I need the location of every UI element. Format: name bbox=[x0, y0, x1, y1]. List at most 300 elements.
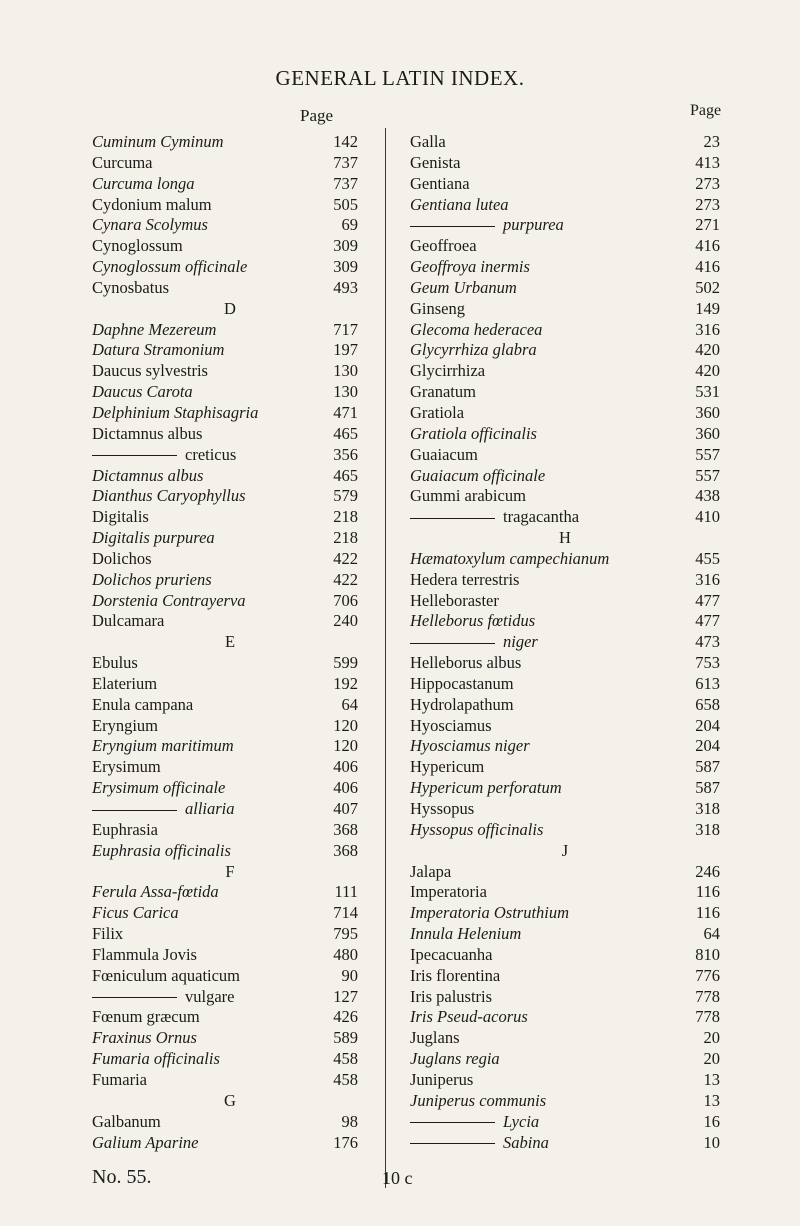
entry-name-text: Cynara Scolymus bbox=[92, 215, 208, 235]
entry-page: 149 bbox=[695, 298, 720, 318]
entry-name bbox=[92, 966, 240, 987]
entry-name-text: Geoffroya inermis bbox=[410, 257, 530, 277]
entry-name bbox=[92, 1049, 220, 1070]
entry-name-text: Granatum bbox=[410, 382, 476, 402]
entry-page: 368 bbox=[333, 819, 358, 839]
entry-page: 471 bbox=[333, 402, 358, 422]
index-entry bbox=[92, 1070, 368, 1091]
index-entry bbox=[92, 716, 368, 737]
entry-name bbox=[410, 903, 569, 924]
entry-name-text: vulgare bbox=[185, 986, 235, 1006]
entry-name bbox=[92, 153, 152, 174]
entry-name bbox=[410, 1133, 549, 1154]
entry-page: 465 bbox=[333, 423, 358, 443]
entry-name bbox=[410, 195, 509, 216]
left-entry-list bbox=[92, 132, 368, 1153]
index-entry bbox=[410, 674, 720, 695]
entry-name-text: Juglans regia bbox=[410, 1049, 500, 1069]
entry-name bbox=[410, 570, 519, 591]
entry-name-text: Gentiana lutea bbox=[410, 194, 509, 214]
entry-page: 477 bbox=[695, 590, 720, 610]
left-column bbox=[92, 102, 368, 1153]
entry-page: 130 bbox=[333, 361, 358, 381]
entry-name bbox=[92, 695, 193, 716]
entry-page: 557 bbox=[695, 465, 720, 485]
entry-name-text: Imperatoria bbox=[410, 882, 487, 902]
entry-name bbox=[92, 716, 158, 737]
entry-name bbox=[92, 611, 164, 632]
entry-page: 271 bbox=[695, 215, 720, 235]
entry-page: 420 bbox=[695, 340, 720, 360]
index-entry bbox=[92, 778, 368, 799]
entry-page: 218 bbox=[333, 507, 358, 527]
entry-page: 557 bbox=[695, 444, 720, 464]
entry-page: 204 bbox=[695, 715, 720, 735]
section-letter: F bbox=[225, 861, 235, 881]
entry-page: 737 bbox=[333, 173, 358, 193]
ditto-rule bbox=[410, 643, 495, 644]
entry-page: 120 bbox=[333, 736, 358, 756]
section-letter: G bbox=[224, 1090, 236, 1110]
entry-name-text: Sabina bbox=[503, 1132, 549, 1152]
entry-name-text: Dianthus Caryophyllus bbox=[92, 486, 246, 506]
entry-name bbox=[410, 361, 485, 382]
entry-name-text: Digitalis bbox=[92, 507, 149, 527]
entry-name-text: Juniperus bbox=[410, 1069, 474, 1089]
entry-name-text: Hyssopus bbox=[410, 799, 475, 818]
entry-name-text: Iris Pseud-acorus bbox=[410, 1007, 528, 1027]
entry-page: 406 bbox=[333, 778, 358, 798]
entry-name bbox=[92, 987, 234, 1008]
entry-name bbox=[92, 945, 197, 966]
index-entry bbox=[92, 257, 368, 278]
entry-name-text: Hippocastanum bbox=[410, 673, 514, 693]
entry-name-text: Fumaria bbox=[92, 1069, 147, 1089]
entry-name-text: Lycia bbox=[503, 1111, 540, 1131]
index-entry bbox=[410, 466, 720, 487]
entry-page: 407 bbox=[333, 799, 358, 818]
entry-name bbox=[92, 841, 231, 862]
entry-name bbox=[410, 1112, 539, 1133]
entry-name bbox=[92, 361, 208, 382]
entry-page: 318 bbox=[695, 799, 720, 818]
entry-page: 111 bbox=[334, 882, 358, 902]
entry-name-text: Elaterium bbox=[92, 673, 158, 693]
entry-name-text: Eryngium maritimum bbox=[92, 736, 234, 756]
entry-name bbox=[410, 924, 521, 945]
entry-page: 493 bbox=[333, 277, 358, 297]
entry-page: 776 bbox=[695, 965, 720, 985]
index-entry bbox=[410, 174, 720, 195]
entry-name-text: Dolichos bbox=[92, 548, 152, 568]
index-entry bbox=[92, 195, 368, 216]
index-entry bbox=[410, 236, 720, 257]
entry-page: 410 bbox=[695, 507, 720, 527]
entry-page: 416 bbox=[695, 236, 720, 256]
entry-name bbox=[92, 1007, 200, 1028]
entry-page: 116 bbox=[695, 903, 720, 923]
index-entry bbox=[92, 903, 368, 924]
index-entry bbox=[92, 278, 368, 299]
index-entry bbox=[92, 841, 368, 862]
index-entry bbox=[410, 882, 720, 903]
entry-name bbox=[92, 757, 161, 778]
entry-page: 714 bbox=[333, 903, 358, 923]
entry-name-text: Guaiacum officinale bbox=[410, 465, 546, 485]
entry-name-text: Fumaria officinalis bbox=[92, 1049, 220, 1069]
entry-name-text: Gummi arabicum bbox=[410, 486, 526, 506]
ditto-rule bbox=[410, 226, 495, 227]
entry-name bbox=[410, 299, 465, 320]
index-entry bbox=[410, 820, 720, 841]
entry-name-text: Fraxinus Ornus bbox=[92, 1028, 197, 1048]
entry-page: 120 bbox=[333, 715, 358, 735]
entry-name-text: Juniperus communis bbox=[410, 1090, 547, 1110]
entry-name bbox=[92, 591, 246, 612]
entry-name-text: Geoffroea bbox=[410, 236, 477, 256]
entry-name bbox=[92, 1133, 199, 1154]
entry-page: 218 bbox=[333, 528, 358, 548]
entry-name bbox=[410, 945, 492, 966]
entry-page: 20 bbox=[703, 1049, 720, 1069]
entry-name-text: Euphrasia bbox=[92, 819, 158, 839]
section-letter: D bbox=[224, 298, 236, 318]
entry-name bbox=[92, 466, 203, 487]
index-entry bbox=[410, 507, 720, 528]
entry-page: 480 bbox=[333, 944, 358, 964]
index-entry bbox=[92, 1133, 368, 1154]
entry-page: 23 bbox=[703, 132, 720, 151]
entry-page: 589 bbox=[333, 1028, 358, 1048]
entry-name bbox=[92, 799, 235, 820]
entry-name-text: Cynoglossum bbox=[92, 236, 183, 256]
entry-page: 502 bbox=[695, 277, 720, 297]
entry-name bbox=[92, 882, 219, 903]
entry-name bbox=[92, 340, 224, 361]
entry-page: 360 bbox=[695, 423, 720, 443]
entry-page: 127 bbox=[333, 986, 358, 1006]
entry-name-text: Guaiacum bbox=[410, 444, 478, 464]
index-entry bbox=[410, 1112, 720, 1133]
entry-name bbox=[92, 674, 157, 695]
entry-name-text: Filix bbox=[92, 924, 124, 944]
entry-name bbox=[410, 174, 470, 195]
index-entry bbox=[410, 549, 720, 570]
entry-name bbox=[410, 278, 517, 299]
entry-name bbox=[410, 695, 514, 716]
entry-page: 473 bbox=[695, 632, 720, 652]
entry-name-text: Datura Stramonium bbox=[92, 340, 225, 360]
entry-name bbox=[92, 174, 195, 195]
index-entry bbox=[92, 757, 368, 778]
entry-name bbox=[410, 716, 492, 737]
entry-page: 142 bbox=[333, 132, 358, 151]
index-entry bbox=[410, 778, 720, 799]
entry-name-text: Delphinium Staphisagria bbox=[92, 402, 259, 422]
index-entry bbox=[92, 611, 368, 632]
index-entry bbox=[410, 445, 720, 466]
entry-name-text: alliaria bbox=[185, 799, 235, 818]
index-entry bbox=[410, 403, 720, 424]
entry-name bbox=[92, 320, 216, 341]
entry-name-text: Hypericum bbox=[410, 757, 485, 777]
entry-name-text: Dorstenia Contrayerva bbox=[92, 590, 246, 610]
entry-page: 273 bbox=[695, 194, 720, 214]
entry-page: 810 bbox=[695, 944, 720, 964]
index-entry bbox=[410, 945, 720, 966]
entry-name-text: Galla bbox=[410, 132, 446, 151]
entry-page: 98 bbox=[341, 1111, 358, 1131]
entry-page: 599 bbox=[333, 653, 358, 673]
entry-name bbox=[92, 236, 183, 257]
entry-name bbox=[410, 507, 579, 528]
entry-name bbox=[92, 403, 258, 424]
entry-name bbox=[410, 1028, 460, 1049]
entry-name-text: Ferula Assa-fœtida bbox=[92, 882, 219, 902]
index-entry bbox=[92, 1007, 368, 1028]
index-entry bbox=[410, 278, 720, 299]
entry-name bbox=[410, 486, 526, 507]
entry-name-text: Glycirrhiza bbox=[410, 361, 486, 381]
entry-name bbox=[410, 611, 535, 632]
entry-page: 64 bbox=[703, 924, 720, 944]
entry-page: 795 bbox=[333, 924, 358, 944]
index-entry bbox=[410, 1049, 720, 1070]
index-entry bbox=[92, 736, 368, 757]
entry-name-text: Flammula Jovis bbox=[92, 944, 197, 964]
entry-page: 316 bbox=[695, 319, 720, 339]
index-entry bbox=[92, 215, 368, 236]
entry-name-text: Hypericum perforatum bbox=[410, 778, 562, 798]
entry-name-text: Cuminum Cyminum bbox=[92, 132, 224, 151]
ditto-rule bbox=[92, 455, 177, 456]
entry-page: 458 bbox=[333, 1069, 358, 1089]
index-entry bbox=[92, 1028, 368, 1049]
entry-page: 587 bbox=[695, 757, 720, 777]
index-entry bbox=[92, 361, 368, 382]
ditto-rule bbox=[92, 810, 177, 811]
entry-page: 422 bbox=[333, 569, 358, 589]
index-entry bbox=[92, 924, 368, 945]
entry-name bbox=[410, 424, 537, 445]
index-entry bbox=[92, 340, 368, 361]
entry-name-text: Glycyrrhiza glabra bbox=[410, 340, 537, 360]
entry-name-text: Dulcamara bbox=[92, 611, 165, 631]
index-entry bbox=[92, 153, 368, 174]
index-entry bbox=[410, 653, 720, 674]
entry-name bbox=[410, 1049, 500, 1070]
entry-page: 717 bbox=[333, 319, 358, 339]
entry-name bbox=[410, 757, 484, 778]
entry-page: 416 bbox=[695, 257, 720, 277]
index-entry bbox=[92, 882, 368, 903]
index-entry bbox=[410, 340, 720, 361]
entry-page: 69 bbox=[341, 215, 358, 235]
entry-name bbox=[92, 653, 138, 674]
entry-name-text: Daphne Mezereum bbox=[92, 319, 217, 339]
entry-name-text: Cynosbatus bbox=[92, 277, 170, 297]
entry-name bbox=[410, 1007, 528, 1028]
index-entry bbox=[410, 591, 720, 612]
entry-page: 587 bbox=[695, 778, 720, 798]
entry-name bbox=[410, 320, 542, 341]
entry-page: 356 bbox=[333, 444, 358, 464]
entry-name bbox=[410, 1070, 473, 1091]
entry-name-text: Gratiola officinalis bbox=[410, 423, 537, 443]
entry-name bbox=[92, 445, 236, 466]
index-entry bbox=[410, 736, 720, 757]
entry-name-text: Curcuma bbox=[92, 152, 153, 172]
entry-page: 176 bbox=[333, 1132, 358, 1152]
entry-name-text: purpurea bbox=[503, 215, 564, 235]
index-entry bbox=[410, 361, 720, 382]
entry-name bbox=[92, 486, 246, 507]
index-entry bbox=[410, 862, 720, 883]
entry-name-text: Enula campana bbox=[92, 694, 194, 714]
entry-name bbox=[410, 236, 477, 257]
entry-name bbox=[410, 215, 564, 236]
entry-name bbox=[92, 424, 202, 445]
entry-name bbox=[410, 632, 538, 653]
entry-page: 192 bbox=[333, 673, 358, 693]
entry-name bbox=[92, 257, 247, 278]
entry-name-text: Dolichos pruriens bbox=[92, 569, 212, 589]
page-title: GENERAL LATIN INDEX. bbox=[275, 66, 525, 90]
entry-page: 130 bbox=[333, 382, 358, 402]
entry-name bbox=[92, 1070, 147, 1091]
left-page-label: Page bbox=[300, 106, 334, 125]
entry-name-text: Juglans bbox=[410, 1028, 460, 1048]
entry-name-text: Hydrolapathum bbox=[410, 694, 514, 714]
entry-name bbox=[92, 549, 152, 570]
entry-page: 64 bbox=[341, 694, 358, 714]
section-letter: H bbox=[559, 528, 571, 548]
entry-name-text: Ebulus bbox=[92, 653, 138, 673]
entry-page: 706 bbox=[333, 590, 358, 610]
ditto-rule bbox=[410, 1122, 495, 1123]
entry-name-text: Daucus sylvestris bbox=[92, 361, 208, 381]
right-page-header bbox=[410, 102, 720, 132]
entry-page: 465 bbox=[333, 465, 358, 485]
index-entry bbox=[92, 132, 368, 153]
index-entry bbox=[92, 987, 368, 1008]
index-entry bbox=[410, 611, 720, 632]
index-entry bbox=[410, 215, 720, 236]
entry-name bbox=[410, 736, 530, 757]
entry-name-text: Helleborus fœtidus bbox=[410, 611, 536, 631]
entry-page: 20 bbox=[703, 1028, 720, 1048]
right-page-label: Page bbox=[690, 102, 722, 119]
entry-page: 579 bbox=[333, 486, 358, 506]
entry-page: 316 bbox=[695, 569, 720, 589]
entry-name bbox=[92, 924, 123, 945]
index-entry bbox=[92, 549, 368, 570]
index-entry bbox=[410, 195, 720, 216]
entry-name bbox=[92, 903, 179, 924]
index-entry bbox=[410, 1007, 720, 1028]
entry-name-text: Iris palustris bbox=[410, 986, 493, 1006]
index-entry bbox=[92, 591, 368, 612]
index-entry bbox=[92, 445, 368, 466]
entry-name-text: Glecoma hederacea bbox=[410, 319, 543, 339]
entry-name bbox=[92, 195, 212, 216]
entry-page: 778 bbox=[695, 986, 720, 1006]
entry-name bbox=[410, 820, 543, 841]
entry-name-text: Hyssopus officinalis bbox=[410, 819, 544, 839]
index-entry bbox=[92, 695, 368, 716]
entry-name bbox=[410, 257, 530, 278]
entry-page: 422 bbox=[333, 548, 358, 568]
entry-name bbox=[92, 528, 215, 549]
entry-page: 246 bbox=[695, 861, 720, 881]
entry-name bbox=[410, 403, 464, 424]
index-entry bbox=[92, 424, 368, 445]
entry-name-text: creticus bbox=[185, 444, 237, 464]
entry-name bbox=[410, 153, 460, 174]
index-entry bbox=[92, 466, 368, 487]
entry-name-text: Ginseng bbox=[410, 298, 465, 318]
entry-page: 420 bbox=[695, 361, 720, 381]
index-entry bbox=[92, 653, 368, 674]
entry-page: 658 bbox=[695, 694, 720, 714]
entry-name bbox=[410, 862, 451, 883]
entry-page: 505 bbox=[333, 194, 358, 214]
entry-page: 13 bbox=[703, 1069, 720, 1089]
entry-name bbox=[410, 987, 492, 1008]
entry-name bbox=[410, 799, 474, 820]
index-entry bbox=[410, 632, 720, 653]
index-entry bbox=[92, 507, 368, 528]
entry-name-text: Fœniculum aquaticum bbox=[92, 965, 241, 985]
entry-name-text: Digitalis purpurea bbox=[92, 528, 215, 548]
entry-name bbox=[92, 736, 234, 757]
entry-name bbox=[410, 591, 499, 612]
left-page-header bbox=[92, 102, 368, 132]
entry-name bbox=[410, 382, 476, 403]
entry-name-text: Gratiola bbox=[410, 402, 465, 422]
entry-name-text: tragacantha bbox=[503, 507, 580, 527]
index-entry bbox=[410, 799, 720, 820]
index-entry bbox=[410, 486, 720, 507]
entry-page: 737 bbox=[333, 152, 358, 172]
entry-name-text: Helleboraster bbox=[410, 590, 499, 610]
index-entry bbox=[410, 924, 720, 945]
index-entry bbox=[410, 424, 720, 445]
entry-page: 477 bbox=[695, 611, 720, 631]
entry-name-text: Imperatoria Ostruthium bbox=[410, 903, 570, 923]
index-entry bbox=[410, 987, 720, 1008]
entry-page: 240 bbox=[333, 611, 358, 631]
index-entry bbox=[410, 1070, 720, 1091]
entry-page: 10 bbox=[703, 1132, 720, 1152]
index-entry bbox=[92, 528, 368, 549]
index-entry bbox=[92, 320, 368, 341]
ditto-rule bbox=[410, 1143, 495, 1144]
index-entry bbox=[410, 570, 720, 591]
entry-name-text: niger bbox=[503, 632, 538, 652]
right-entry-list bbox=[410, 132, 720, 1153]
entry-name bbox=[410, 549, 609, 570]
index-entry bbox=[92, 1112, 368, 1133]
page-signature: 10 c bbox=[382, 1168, 413, 1188]
entry-name-text: Galbanum bbox=[92, 1111, 161, 1131]
entry-name-text: Hyosciamus niger bbox=[410, 736, 530, 756]
entry-page: 406 bbox=[333, 757, 358, 777]
entry-name bbox=[410, 445, 478, 466]
entry-name bbox=[410, 1091, 546, 1112]
entry-name bbox=[410, 340, 537, 361]
index-entry bbox=[410, 132, 720, 153]
